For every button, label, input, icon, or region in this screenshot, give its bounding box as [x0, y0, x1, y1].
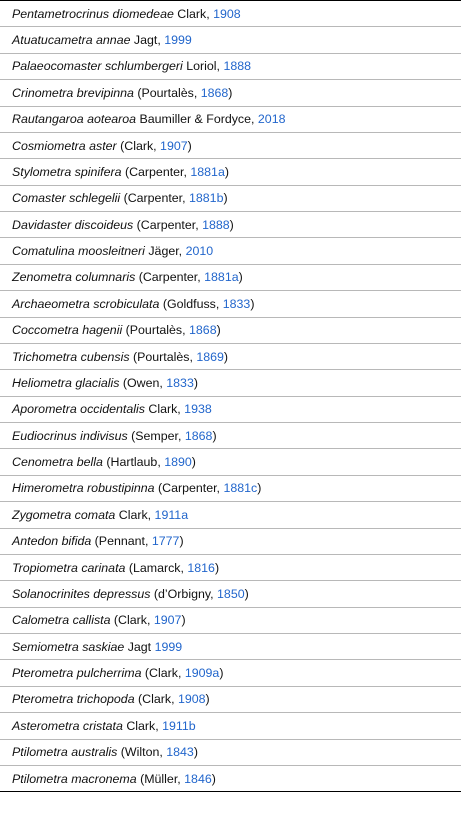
- closing-parenthesis: ): [250, 296, 255, 311]
- taxon-name: Eudiocrinus indivisus: [12, 428, 128, 443]
- year-citation-link[interactable]: 1888: [223, 59, 252, 74]
- closing-parenthesis: ): [193, 745, 198, 760]
- table-row: [0, 370, 461, 396]
- year-citation-link[interactable]: 1911b: [162, 718, 196, 733]
- closing-parenthesis: ): [228, 85, 233, 100]
- table-row: [0, 212, 461, 238]
- year-citation-link[interactable]: 1850: [217, 586, 245, 601]
- table-row: [0, 1, 461, 27]
- year-citation-link[interactable]: 1869: [196, 349, 224, 364]
- year-citation-link[interactable]: 1777: [151, 534, 180, 549]
- year-citation-link[interactable]: 1881a: [204, 270, 239, 285]
- authority-text: (Müller,: [136, 771, 185, 786]
- closing-parenthesis: ): [187, 138, 192, 153]
- year-citation-link[interactable]: 1843: [166, 745, 194, 760]
- closing-parenthesis: ): [181, 613, 186, 628]
- closing-parenthesis: ): [193, 375, 198, 390]
- table-row: [0, 687, 461, 713]
- closing-parenthesis: ): [179, 534, 184, 549]
- authority-text: (Carpenter,: [121, 164, 191, 179]
- authority-text: (Goldfuss,: [159, 296, 223, 311]
- authority-text: (Clark,: [110, 613, 154, 628]
- table-row: [0, 713, 461, 739]
- taxon-name: Himerometra robustipinna: [12, 481, 155, 496]
- year-citation-link[interactable]: 1868: [184, 428, 213, 443]
- authority-text: (Carpenter,: [135, 270, 205, 285]
- table-row: [0, 766, 461, 792]
- closing-parenthesis: ): [205, 692, 210, 707]
- year-citation-link[interactable]: 1911a: [154, 507, 189, 522]
- taxon-name: Coccometra hagenii: [12, 323, 123, 338]
- table-row: [0, 159, 461, 185]
- authority-text: (Lamarck,: [125, 560, 188, 575]
- year-citation-link[interactable]: 1907: [160, 138, 188, 153]
- table-row: [0, 476, 461, 502]
- table-row: [0, 740, 461, 766]
- taxon-name: Cosmiometra aster: [12, 138, 117, 153]
- taxon-name: Archaeometra scrobiculata: [12, 296, 160, 311]
- taxon-name: Heliometra glacialis: [12, 375, 120, 390]
- closing-parenthesis: ): [191, 455, 196, 470]
- taxon-name: Antedon bifida: [12, 534, 92, 549]
- table-row: [0, 608, 461, 634]
- taxon-name: Pterometra pulcherrima: [12, 666, 142, 681]
- authority-text: Jagt: [124, 639, 155, 654]
- authority-text: Jagt,: [130, 33, 165, 48]
- authority-text: (Semper,: [127, 428, 185, 443]
- table-row: [0, 54, 461, 80]
- authority-text: Loriol,: [182, 59, 224, 74]
- taxon-name: Solanocrinites depressus: [12, 586, 151, 601]
- table-row: [0, 660, 461, 686]
- table-row: [0, 80, 461, 106]
- year-citation-link[interactable]: 1908: [177, 692, 206, 707]
- taxon-name: Zygometra comata: [12, 507, 116, 522]
- authority-text: (Pennant,: [91, 534, 152, 549]
- year-citation-link[interactable]: 1881a: [190, 164, 225, 179]
- year-citation-link[interactable]: 1881b: [189, 191, 224, 206]
- authority-text: (Carpenter,: [154, 481, 224, 496]
- table-row: [0, 107, 461, 133]
- taxon-name: Davidaster discoideus: [12, 217, 134, 232]
- closing-parenthesis: ): [216, 323, 221, 338]
- closing-parenthesis: ): [244, 586, 249, 601]
- authority-text: (Clark,: [134, 692, 178, 707]
- authority-text: (Wilton,: [117, 745, 167, 760]
- authority-text: Baumiller & Fordyce,: [136, 112, 258, 127]
- authority-text: (Pourtalès,: [133, 85, 201, 100]
- authority-text: Clark,: [144, 402, 185, 417]
- authority-text: (Clark,: [141, 666, 185, 681]
- taxon-name: Atuatucametra annae: [12, 33, 131, 48]
- closing-parenthesis: ): [219, 666, 224, 681]
- table-row: [0, 423, 461, 449]
- year-citation-link[interactable]: 1890: [164, 455, 192, 470]
- table-row: [0, 634, 461, 660]
- year-citation-link[interactable]: 1999: [164, 33, 192, 48]
- closing-parenthesis: ): [212, 428, 217, 443]
- taxon-name: Palaeocomaster schlumbergeri: [12, 59, 183, 74]
- taxon-name: Asterometra cristata: [12, 718, 123, 733]
- closing-parenthesis: ): [223, 191, 228, 206]
- year-citation-link[interactable]: 2018: [257, 112, 286, 127]
- authority-text: (Pourtalès,: [129, 349, 197, 364]
- table-row: [0, 555, 461, 581]
- taxon-name: Comatulina moosleitneri: [12, 244, 145, 259]
- table-row: [0, 529, 461, 555]
- table-row: [0, 186, 461, 212]
- taxon-name: Ptilometra australis: [12, 745, 118, 760]
- closing-parenthesis: ): [229, 217, 234, 232]
- year-citation-link[interactable]: 1833: [166, 375, 194, 390]
- authority-text: Jäger,: [144, 244, 186, 259]
- taxon-name: Calometra callista: [12, 613, 111, 628]
- table-row: [0, 265, 461, 291]
- year-citation-link[interactable]: 1816: [187, 560, 215, 575]
- year-citation-link[interactable]: 1846: [184, 771, 212, 786]
- table-row: [0, 27, 461, 53]
- authority-text: (Hartlaub,: [102, 455, 165, 470]
- authority-text: Clark,: [115, 507, 155, 522]
- table-row: [0, 133, 461, 159]
- taxon-name: Pterometra trichopoda: [12, 692, 135, 707]
- table-row: [0, 397, 461, 423]
- authority-text: (Carpenter,: [133, 217, 203, 232]
- taxon-name: Pentametrocrinus diomedeae: [12, 6, 174, 21]
- year-citation-link[interactable]: 1868: [189, 323, 217, 338]
- year-citation-link[interactable]: 1833: [222, 296, 251, 311]
- taxon-name: Zenometra columnaris: [12, 270, 136, 285]
- year-citation-link[interactable]: 1868: [200, 85, 229, 100]
- taxon-name: Trichometra cubensis: [12, 349, 130, 364]
- taxon-name: Rautangaroa aotearoa: [12, 112, 137, 127]
- closing-parenthesis: ): [238, 270, 243, 285]
- year-citation-link[interactable]: 2010: [185, 244, 214, 259]
- taxon-name: Semiometra saskiae: [12, 639, 125, 654]
- year-citation-link[interactable]: 1938: [184, 402, 212, 417]
- year-citation-link[interactable]: 1881c: [223, 481, 258, 496]
- authority-text: Clark,: [173, 6, 214, 21]
- table-row: [0, 318, 461, 344]
- closing-parenthesis: ): [223, 349, 229, 364]
- authority-text: (Owen,: [119, 375, 167, 390]
- authority-text: (d’Orbigny,: [150, 586, 218, 601]
- authority-text: (Clark,: [116, 138, 161, 153]
- closing-parenthesis: ): [211, 771, 216, 786]
- taxon-name: Comaster schlegelii: [12, 191, 121, 206]
- closing-parenthesis: ): [224, 164, 229, 179]
- table-row: [0, 449, 461, 475]
- authority-text: (Carpenter,: [120, 191, 189, 206]
- table-row: [0, 238, 461, 264]
- taxon-name: Cenometra bella: [12, 455, 103, 470]
- year-citation-link[interactable]: 1999: [154, 639, 183, 654]
- taxon-name: Aporometra occidentalis: [12, 402, 145, 417]
- year-citation-link[interactable]: 1908: [213, 6, 241, 21]
- table-row: [0, 502, 461, 528]
- authority-text: (Pourtalès,: [122, 323, 190, 338]
- year-citation-link[interactable]: 1907: [153, 613, 182, 628]
- year-citation-link[interactable]: 1888: [202, 217, 230, 232]
- table-row: [0, 581, 461, 607]
- closing-parenthesis: ): [257, 481, 262, 496]
- taxon-name: Tropiometra carinata: [12, 560, 126, 575]
- taxon-name: Ptilometra macronema: [12, 771, 137, 786]
- closing-parenthesis: ): [214, 560, 220, 575]
- table-row: [0, 344, 461, 370]
- taxon-name: Stylometra spinifera: [12, 164, 122, 179]
- table-row: [0, 291, 461, 317]
- year-citation-link[interactable]: 1909a: [184, 666, 220, 681]
- taxon-name: Crinometra brevipinna: [12, 85, 134, 100]
- authority-text: Clark,: [122, 718, 163, 733]
